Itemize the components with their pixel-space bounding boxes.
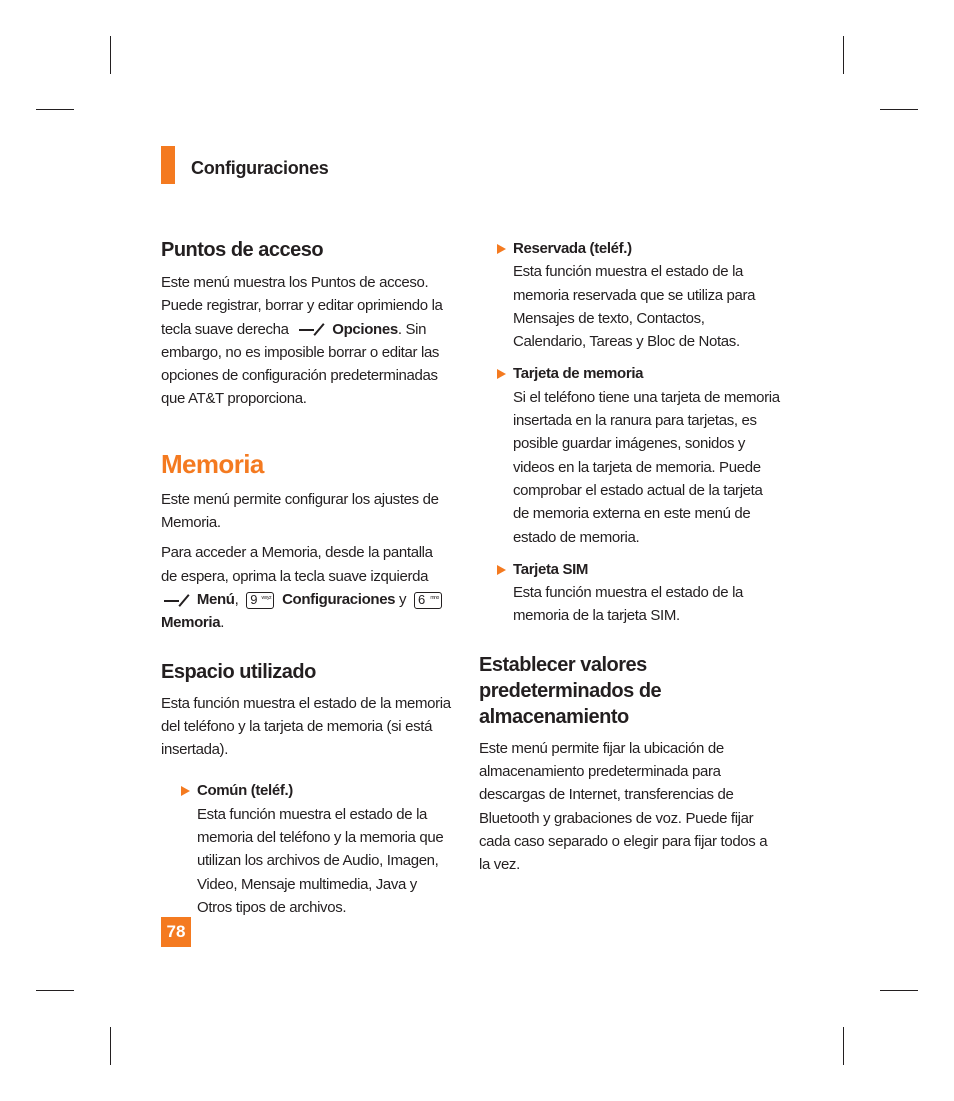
comun-title: Común (teléf.) — [197, 782, 293, 800]
crop-mark — [36, 109, 74, 110]
bullet-arrow-icon — [497, 244, 506, 254]
bullet-tarjeta-memoria — [497, 362, 780, 548]
section-accent-bar — [161, 146, 175, 184]
bullet-tarjeta-sim — [497, 558, 780, 628]
heading-puntos-de-acceso: Puntos de acceso — [161, 239, 324, 261]
key-9-letters: wxyz — [261, 594, 272, 601]
bullet-reservada — [497, 237, 780, 353]
puntos-paragraph — [161, 271, 451, 411]
comma: , — [234, 590, 239, 608]
page-number: 78 — [161, 917, 191, 947]
sim-text: Esta función muestra el estado de la memoria de la tarjeta SIM. — [513, 584, 744, 625]
conjunction-y: y — [399, 590, 407, 608]
heading-espacio-utilizado: Espacio utilizado — [161, 660, 316, 683]
period: . — [220, 614, 225, 632]
crop-mark — [36, 990, 74, 991]
menu-label: Menú — [196, 590, 235, 608]
puntos-text-1: Este menú muestra los Puntos de acceso. Puede registrar, borrar y editar oprimiendo la tecla suave derecha — [161, 274, 443, 338]
key-9-icon — [246, 592, 274, 609]
bullet-comun — [181, 779, 451, 919]
tarjeta-title: Tarjeta de memoria — [513, 365, 644, 383]
configuraciones-label: Configuraciones — [282, 590, 396, 608]
memoria-access-paragraph — [161, 541, 451, 634]
key-6-icon — [414, 592, 442, 609]
crop-mark — [110, 1027, 111, 1065]
memoria-bold-label: Memoria — [161, 614, 221, 632]
heading-memoria: Memoria — [161, 448, 264, 479]
espacio-paragraph: Esta función muestra el estado de la memoria del teléfono y la tarjeta de memoria (si está insertada). — [161, 694, 451, 759]
key-6-number: 6 — [418, 591, 425, 607]
section-title: Configuraciones — [191, 158, 329, 178]
memoria-intro: Este menú permite configurar los ajustes de Memoria. — [161, 490, 439, 532]
right-column — [479, 237, 780, 877]
bullet-arrow-icon — [181, 786, 190, 796]
heading-establecer: Establecer valores predeterminados de almacenamiento — [479, 653, 662, 728]
crop-mark — [110, 36, 111, 74]
key-6-letters: mno — [430, 594, 439, 601]
sim-title: Tarjeta SIM — [513, 560, 589, 578]
crop-mark — [843, 1027, 844, 1065]
tarjeta-text: Si el teléfono tiene una tarjeta de memoria insertada en la ranura para tarjetas, es posible guardar imágenes, sonidos y videos en la tarjeta de memoria. Puede comprobar el estado actual de la tarjeta de memoria externa en este menú de estado de memoria. — [513, 388, 780, 546]
bullet-arrow-icon — [497, 565, 506, 575]
memoria-access-text: Para acceder a Memoria, desde la pantalla de espera, oprima la tecla suave izquierda — [161, 544, 433, 585]
puntos-text-2: . Sin embargo, no es imposible borrar o editar las opciones de configuración predeterminadas que AT&T proporciona. — [161, 320, 440, 408]
crop-mark — [843, 36, 844, 74]
left-column — [161, 237, 451, 919]
key-9-number: 9 — [250, 591, 258, 607]
reservada-text: Esta función muestra el estado de la memoria reservada que se utiliza para Mensajes de texto, Contactos, Calendario, Tareas y Bloc de Notas. — [513, 263, 756, 351]
comun-text: Esta función muestra el estado de la memoria del teléfono y la memoria que utilizan los archivos de Audio, Imagen, Video, Mensaje multimedia, Java y Otros tipos de archivos. — [197, 805, 444, 916]
crop-mark — [880, 109, 918, 110]
crop-mark — [880, 990, 918, 991]
opciones-label: Opciones — [332, 320, 398, 338]
right-soft-key-icon — [296, 321, 324, 338]
reservada-title: Reservada (teléf.) — [513, 240, 632, 257]
bullet-arrow-icon — [497, 369, 506, 379]
establecer-text: Este menú permite fijar la ubicación de almacenamiento predeterminada para descargas de Internet, transferencias de Bluetooth y grabaciones de voz. Puede fijar cada caso separado o elegir para fijar todos a la vez. — [479, 739, 768, 874]
left-soft-key-icon — [161, 592, 189, 609]
